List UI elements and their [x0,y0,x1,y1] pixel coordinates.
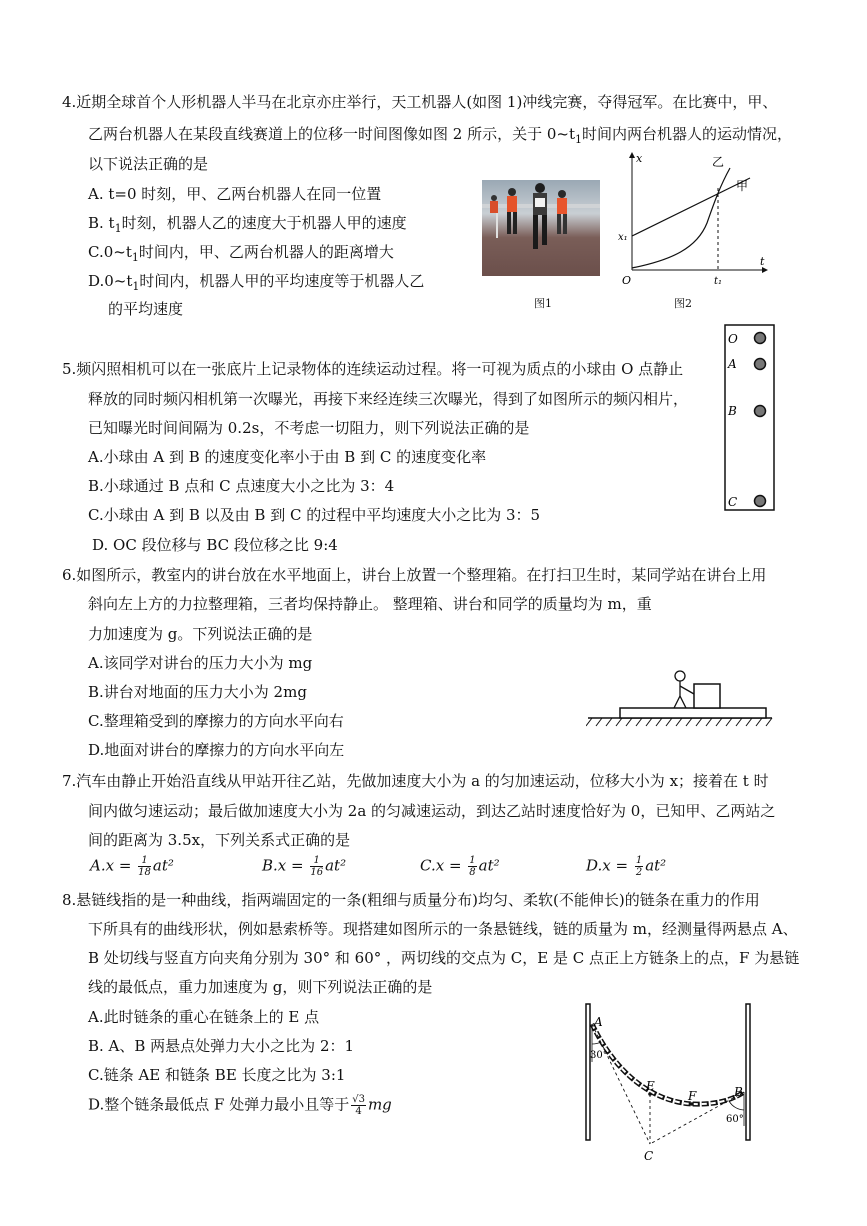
label-a: A [728,357,737,371]
podium [620,708,766,718]
q4-stem-line2: 乙两台机器人在某段直线赛道上的位移一时间图像如图 2 所示，关于 $0\sim t_1$时间内两台机器人的运动情况， [88,125,793,146]
q4-option-d: $D.0\sim t_1$时间内，机器人甲的平均速度等于机器人乙 [88,272,425,293]
chain [592,1024,744,1104]
label-b: B [728,404,737,418]
right-wall [746,1004,750,1140]
q4-option-a: A. t=0 时刻，甲、乙两台机器人在同一位置 [88,185,382,203]
figure1-caption: 图1 [534,297,552,310]
label-b: B [734,1085,743,1099]
ball-b [755,406,766,417]
storage-box [694,684,720,708]
catenary-diagram [580,1002,760,1164]
q5-stem-line2: 释放的同时频闪相机第一次曝光，再接下来经连续三次曝光，得到了如图所示的频闪相片， [88,390,689,408]
q7-option-d: D.x = $\frac{1}{2}$ at² [586,855,667,878]
q7-stem-line2: 间内做匀速运动；最后做加速度大小为 2a 的匀减速运动，到达乙站时速度恰好为 0，已知甲、乙两站之 [88,802,776,820]
q7-option-b: B.x = $\frac{1}{16}$ at² [262,855,347,878]
yi-label: 乙 [712,155,725,169]
xt-graph [612,148,772,290]
q5-option-a: A.小球由 A 到 B 的速度变化率小于由 B 到 C 的速度变化率 [88,448,487,466]
figure2-caption: 图2 [674,297,692,310]
label-o: O [728,332,738,346]
label-e: E [646,1079,655,1093]
angle-a-label: 30° [590,1050,608,1061]
line-jia [632,178,750,236]
label-f: F [688,1089,697,1103]
q5-option-b: B.小球通过 B 点和 C 点速度大小之比为 3：4 [88,477,395,495]
q8-stem-line4: 线的最低点，重力加速度为 g，则下列说法正确的是 [88,978,433,996]
q6-stem-line1: 6.如图所示，教室内的讲台放在水平地面上，讲台上放置一个整理箱。在打扫卫生时，某同学站在讲台上用 [62,566,767,584]
left-wall [586,1004,590,1140]
axis-t-label: t [760,255,765,268]
t1-label: t₁ [714,276,723,287]
q4-option-b: B. $t_1$时刻，机器人乙的速度大于机器人甲的速度 [88,214,407,235]
axis-x-label: x [636,152,643,165]
q6-stem-line3: 力加速度为 g。下列说法正确的是 [88,625,313,643]
q8-stem-line3: B 处切线与竖直方向夹角分别为 30° 和 60° ，两切线的交点为 C，E 是 C 点正上方链条上的点，F 为悬链 [88,949,800,967]
q5-option-c: C.小球由 A 到 B 以及由 B 到 C 的过程中平均速度大小之比为 3：5 [88,506,541,524]
q6-option-d: D.地面对讲台的摩擦力的方向水平向左 [88,741,345,759]
q6-option-a: A.该同学对讲台的压力大小为 mg [88,654,313,672]
podium-diagram [586,664,776,728]
q5-stem-line1: 5.频闪照相机可以在一张底片上记录物体的连续运动过程。将一可视为质点的小球由 O 点静止 [62,360,684,378]
ball-c [755,496,766,507]
q8-option-a: A.此时链条的重心在链条上的 E 点 [88,1008,320,1026]
q7-option-a: A.x = $\frac{1}{18}$ at² [90,855,174,878]
student-figure [674,671,694,708]
q6-stem-line2: 斜向左上方的力拉整理箱，三者均保持静止。 整理箱、讲台和同学的质量均为 m，重 [88,595,652,613]
q8-option-d: D.整个链条最低点 F 处弹力最小且等于 $\frac{√3}{4}$ mg [88,1094,392,1117]
q5-stem-line3: 已知曝光时间间隔为 0.2s，不考虑一切阻力，则下列说法正确的是 [88,419,530,437]
q7-stem-line3: 间的距离为 3.5x，下列关系式正确的是 [88,831,351,849]
q7-option-c: C.x = $\frac{1}{8}$ at² [420,855,500,878]
q8-option-c: C.链条 AE 和链条 BE 长度之比为 3:1 [88,1066,346,1084]
label-a: A [594,1015,603,1029]
q8-stem-line1: 8.悬链线指的是一种曲线，指两端固定的一条(粗细与质量分布)均匀、柔软(不能伸长)的链条在重力的作用 [62,891,760,909]
strobe-photo [724,324,776,512]
angle-b-label: 60° [726,1114,744,1125]
robot-figures [482,180,600,276]
q7-stem-line1: 7.汽车由静止开始沿直线从甲站开往乙站，先做加速度大小为 a 的匀加速运动，位移大小为 x；接着在 t 时 [62,772,769,790]
label-c: C [728,495,738,509]
q8-stem-line2: 下所具有的曲线形状，例如悬索桥等。现搭建如图所示的一条悬链线，链的质量为 m，经测量得两悬点 A、 [88,920,798,938]
ball-a [755,359,766,370]
origin-label: O [622,274,632,287]
q4-stem-line1: 4.近期全球首个人形机器人半马在北京亦庄举行，天工机器人(如图 1)冲线完赛，夺得冠军。在比赛中，甲、 [62,93,778,111]
x1-label: x₁ [618,232,628,243]
q4-option-d-cont: 的平均速度 [108,300,184,318]
jia-label: 甲 [736,179,749,193]
q8-option-b: B. A、B 两悬点处弹力大小之比为 2：1 [88,1037,355,1055]
robot-race-photo [482,180,600,276]
q5-option-d: D. OC 段位移与 BC 段位移之比 9:4 [92,536,338,554]
q6-option-b: B.讲台对地面的压力大小为 2mg [88,683,307,701]
label-c: C [644,1149,654,1163]
curve-yi [632,168,730,268]
q4-stem-line3: 以下说法正确的是 [88,155,209,173]
ball-o [755,333,766,344]
q6-option-c: C.整理箱受到的摩擦力的方向水平向右 [88,712,344,730]
q4-option-c: $C.0\sim t_1$时间内，甲、乙两台机器人的距离增大 [88,243,394,264]
